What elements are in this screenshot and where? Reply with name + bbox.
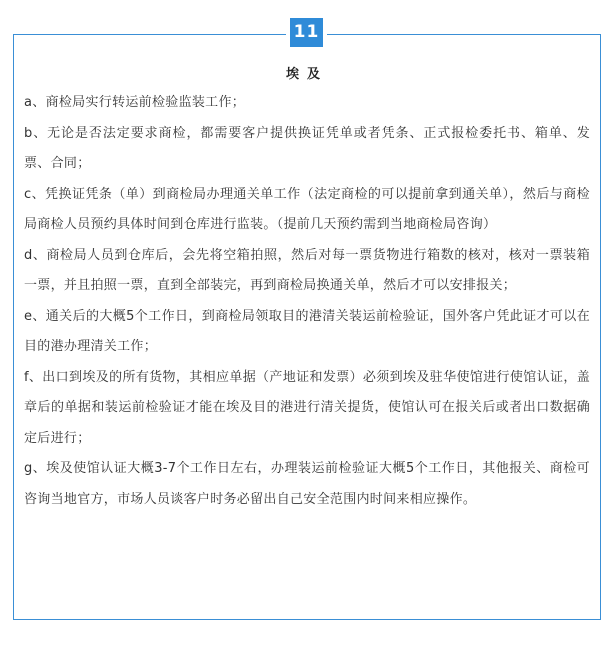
section-body xyxy=(24,88,590,515)
section-number-badge: 11 xyxy=(290,18,323,47)
paragraph-a: a、商检局实行转运前检验监装工作； xyxy=(24,95,246,110)
paragraph-c: c、凭换证凭条（单）到商检局办理通关单工作（法定商检的可以提前拿到通关单），然后与商检局商检人员预约具体时间到仓库进行监装。（提前几天预约需到当地商检局咨询） xyxy=(24,186,590,232)
paragraph-f: f、出口到埃及的所有货物，其相应单据（产地证和发票）必须到埃及驻华使馆进行使馆认证，盖章后的单据和装运前检验证才能在埃及目的港进行清关提货，使馆认可在报关后或者出口数据确定后进行； xyxy=(24,369,590,446)
section-title: 埃及 xyxy=(285,67,328,82)
paragraph-d: d、商检局人员到仓库后，会先将空箱拍照，然后对每一票货物进行箱数的核对，核对一票装箱一票，并且拍照一票，直到全部装完，再到商检局换通关单，然后才可以安排报关； xyxy=(24,247,590,293)
paragraph-b: b、无论是否法定要求商检，都需要客户提供换证凭单或者凭条、正式报检委托书、箱单、发票、合同； xyxy=(24,125,590,171)
paragraph-e: e、通关后的大概5个工作日，到商检局领取目的港清关装运前检验证，国外客户凭此证才可以在目的港办理清关工作； xyxy=(24,308,590,354)
paragraph-g: g、埃及使馆认证大概3-7个工作日左右，办理装运前检验证大概5个工作日，其他报关、商检可咨询当地官方，市场人员谈客户时务必留出自己安全范围内时间来相应操作。 xyxy=(24,461,590,507)
card-corner-decoration xyxy=(13,600,33,620)
